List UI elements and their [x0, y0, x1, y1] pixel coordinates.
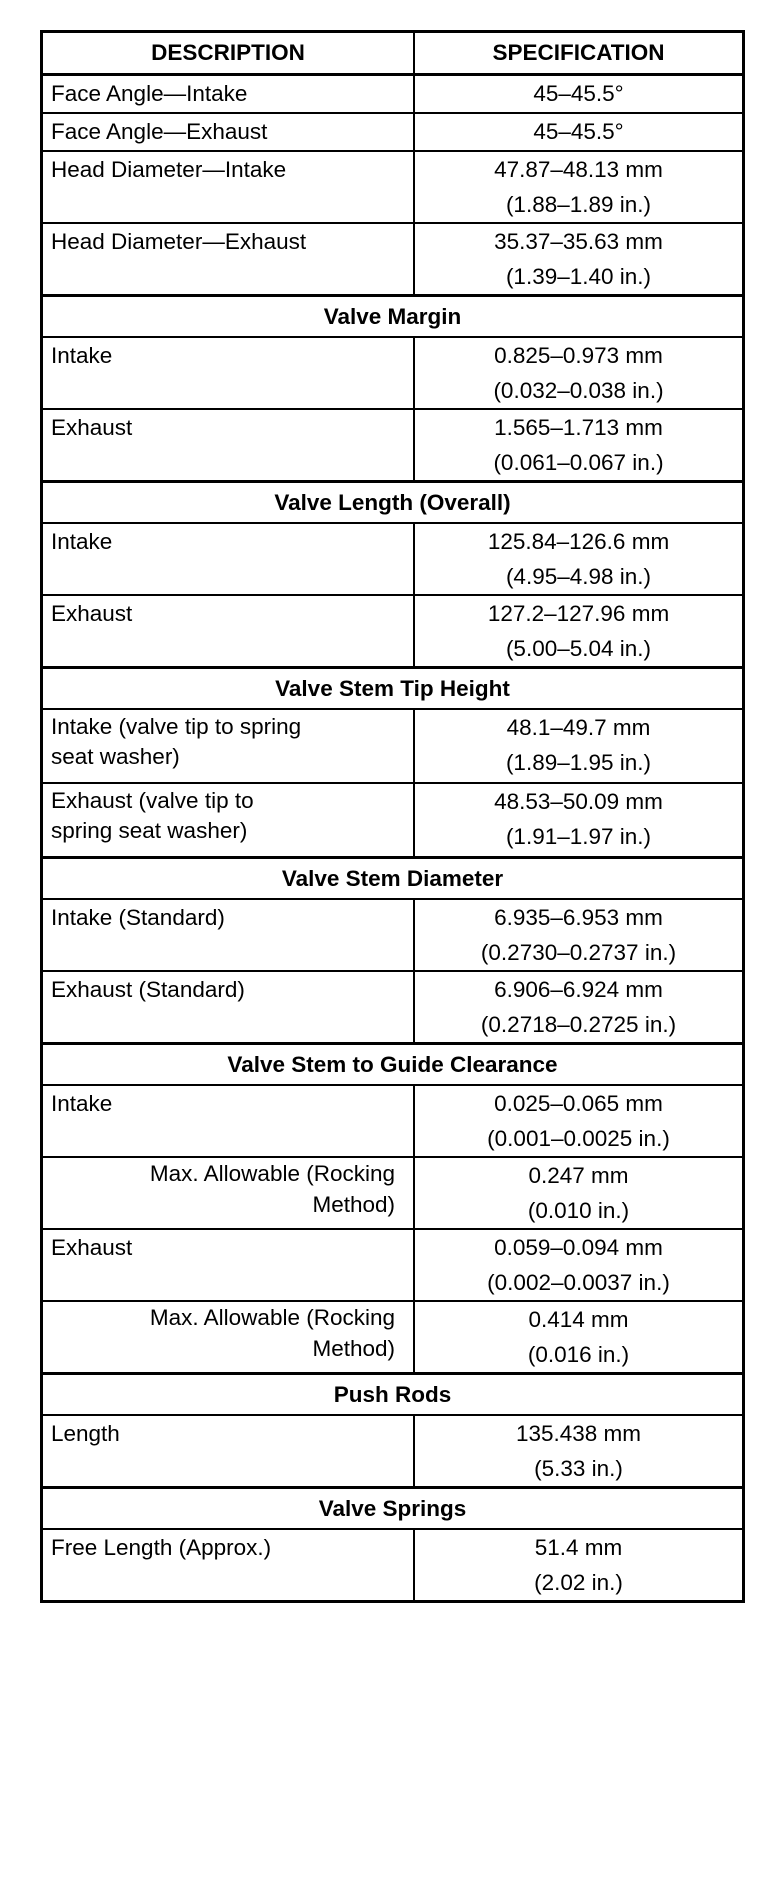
section-header-row: [42, 482, 744, 524]
section-title: Valve Stem Tip Height: [42, 668, 744, 710]
section-title: Valve Stem Diameter: [42, 858, 744, 900]
table-row: [42, 1229, 744, 1301]
specification-cell: [414, 899, 744, 971]
table-row: [42, 409, 744, 482]
description-text: Face Angle—Exhaust: [51, 119, 268, 144]
spec-metric-value: 6.935–6.953 mm: [494, 905, 663, 930]
table-row: [42, 595, 744, 668]
spec-metric-value: 127.2–127.96 mm: [487, 601, 670, 626]
description-cell: [42, 971, 415, 1044]
table-row: [42, 223, 744, 296]
spec-metric-value: 48.53–50.09 mm: [494, 789, 663, 814]
spec-metric-value: 35.37–35.63 mm: [494, 229, 663, 254]
section-header-row: [42, 1488, 744, 1530]
description-text: Exhaust: [51, 601, 133, 626]
spec-imperial-value: (0.002–0.0037 in.): [487, 1270, 670, 1295]
spec-imperial-value: (0.061–0.067 in.): [493, 450, 664, 475]
description-cell: [42, 595, 415, 668]
table-row: [42, 523, 744, 595]
spec-imperial-value: (0.2718–0.2725 in.): [480, 1012, 677, 1037]
description-text: Exhaust: [51, 1235, 133, 1260]
table-row: [42, 1529, 744, 1602]
specification-cell: [414, 337, 744, 409]
description-cell: [42, 899, 415, 971]
description-text: Intake (Standard): [51, 905, 225, 930]
specification-cell: [414, 595, 744, 668]
description-text: Max. Allowable (Rocking: [149, 1161, 395, 1186]
description-text: Face Angle—Intake: [51, 81, 248, 106]
spec-metric-value: 48.1–49.7 mm: [506, 715, 651, 740]
specification-cell: [414, 75, 744, 114]
spec-imperial-value: (5.33 in.): [534, 1456, 623, 1481]
section-header-row: [42, 296, 744, 338]
description-text: Intake: [51, 1091, 113, 1116]
spec-metric-value: 1.565–1.713 mm: [494, 415, 663, 440]
description-cell: [42, 337, 415, 409]
specification-cell: [414, 783, 744, 858]
specification-cell: [414, 709, 744, 783]
section-header-row: [42, 1374, 744, 1416]
table-row: [42, 971, 744, 1044]
description-text: spring seat washer): [51, 818, 248, 843]
table-row: [42, 75, 744, 114]
spec-imperial-value: (0.016 in.): [527, 1342, 630, 1367]
spec-metric-value: 6.906–6.924 mm: [494, 977, 663, 1002]
specification-header: SPECIFICATION: [414, 32, 744, 75]
spec-imperial-value: (2.02 in.): [534, 1570, 623, 1595]
section-title: Valve Springs: [42, 1488, 744, 1530]
description-text: Exhaust: [51, 415, 133, 440]
header-row: [42, 32, 744, 75]
section-header-row: [42, 668, 744, 710]
specification-cell: [414, 1229, 744, 1301]
description-cell: [42, 1415, 415, 1488]
spec-imperial-value: (1.89–1.95 in.): [505, 750, 652, 775]
specification-cell: [414, 151, 744, 223]
specification-cell: [414, 523, 744, 595]
description-cell: [42, 709, 415, 783]
specification-cell: [414, 223, 744, 296]
spec-imperial-value: (1.91–1.97 in.): [505, 824, 652, 849]
description-cell: [42, 1301, 415, 1374]
spec-imperial-value: (5.00–5.04 in.): [505, 636, 652, 661]
spec-imperial-value: (1.88–1.89 in.): [505, 192, 652, 217]
specification-cell: [414, 1301, 744, 1374]
section-title: Valve Stem to Guide Clearance: [42, 1044, 744, 1086]
table-body: [42, 75, 744, 1602]
section-title: Valve Margin: [42, 296, 744, 338]
description-text: Exhaust (Standard): [51, 977, 245, 1002]
specification-cell: [414, 113, 744, 151]
specification-cell: [414, 1415, 744, 1488]
spec-metric-value: 47.87–48.13 mm: [494, 157, 663, 182]
spec-metric-value: 0.059–0.094 mm: [494, 1235, 663, 1260]
spec-imperial-value: (1.39–1.40 in.): [505, 264, 652, 289]
description-text: Length: [51, 1421, 120, 1446]
description-cell: [42, 113, 415, 151]
description-text: Method): [312, 1336, 395, 1361]
spec-metric-value: 0.025–0.065 mm: [494, 1091, 663, 1116]
spec-metric-value: 0.825–0.973 mm: [494, 343, 663, 368]
specification-cell: [414, 409, 744, 482]
description-cell: [42, 223, 415, 296]
table-row: [42, 899, 744, 971]
spec-imperial-value: (4.95–4.98 in.): [505, 564, 652, 589]
description-text: Exhaust (valve tip to: [51, 788, 254, 813]
table-row: [42, 1085, 744, 1157]
section-title: Push Rods: [42, 1374, 744, 1416]
table-row: [42, 1157, 744, 1229]
description-text: Intake: [51, 343, 113, 368]
spec-metric-value: 45–45.5°: [533, 119, 624, 144]
specification-cell: [414, 971, 744, 1044]
description-cell: [42, 75, 415, 114]
description-text: Head Diameter—Intake: [51, 157, 287, 182]
description-cell: [42, 1157, 415, 1229]
description-cell: [42, 1229, 415, 1301]
section-header-row: [42, 858, 744, 900]
table-row: [42, 1415, 744, 1488]
spec-metric-value: 135.438 mm: [515, 1421, 642, 1446]
description-text: Method): [312, 1192, 395, 1217]
description-cell: [42, 1529, 415, 1602]
spec-imperial-value: (0.2730–0.2737 in.): [480, 940, 677, 965]
description-cell: [42, 1085, 415, 1157]
valve-spec-table: [40, 30, 745, 1603]
section-header-row: [42, 1044, 744, 1086]
description-header: DESCRIPTION: [42, 32, 415, 75]
section-title: Valve Length (Overall): [42, 482, 744, 524]
spec-metric-value: 0.247 mm: [528, 1163, 629, 1188]
table-row: [42, 151, 744, 223]
description-text: seat washer): [51, 744, 180, 769]
table-row: [42, 709, 744, 783]
spec-imperial-value: (0.032–0.038 in.): [493, 378, 664, 403]
spec-imperial-value: (0.010 in.): [527, 1198, 630, 1223]
spec-metric-value: 45–45.5°: [533, 81, 624, 106]
description-cell: [42, 523, 415, 595]
table-row: [42, 783, 744, 858]
spec-imperial-value: (0.001–0.0025 in.): [487, 1126, 670, 1151]
table-row: [42, 113, 744, 151]
spec-metric-value: 51.4 mm: [534, 1535, 623, 1560]
description-cell: [42, 409, 415, 482]
description-text: Max. Allowable (Rocking: [149, 1305, 395, 1330]
table-row: [42, 1301, 744, 1374]
spec-metric-value: 0.414 mm: [528, 1307, 629, 1332]
specification-cell: [414, 1529, 744, 1602]
description-cell: [42, 783, 415, 858]
description-text: Intake: [51, 529, 113, 554]
table-row: [42, 337, 744, 409]
specification-cell: [414, 1085, 744, 1157]
description-text: Intake (valve tip to spring: [51, 714, 302, 739]
specification-cell: [414, 1157, 744, 1229]
spec-metric-value: 125.84–126.6 mm: [487, 529, 670, 554]
description-text: Free Length (Approx.): [51, 1535, 272, 1560]
description-text: Head Diameter—Exhaust: [51, 229, 307, 254]
description-cell: [42, 151, 415, 223]
